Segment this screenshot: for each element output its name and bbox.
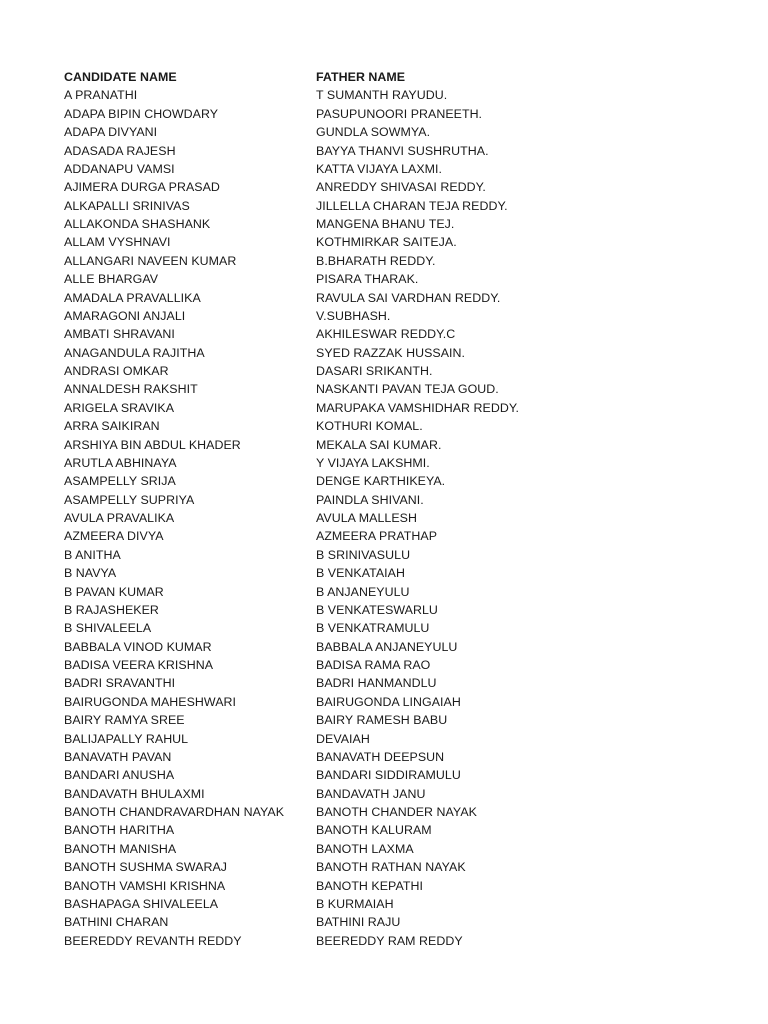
table-row xyxy=(64,546,576,564)
table-row xyxy=(64,583,576,601)
father-name-header: FATHER NAME xyxy=(316,70,406,84)
table-row xyxy=(64,472,576,490)
candidate-name-cell: BAIRY RAMYA SREE xyxy=(64,713,185,728)
table-row xyxy=(64,380,576,398)
candidate-name-cell: BANOTH MANISHA xyxy=(64,841,177,856)
father-name-cell: PAINDLA SHIVANI. xyxy=(316,492,424,507)
father-name-cell: BABBALA ANJANEYULU xyxy=(316,639,458,654)
table-row xyxy=(64,197,576,215)
candidate-name-cell: BADISA VEERA KRISHNA xyxy=(64,658,214,672)
father-name-cell: RAVULA SAI VARDHAN REDDY. xyxy=(316,290,501,305)
candidate-name-cell: ARSHIYA BIN ABDUL KHADER xyxy=(64,437,241,452)
candidate-name-cell: BAIRUGONDA MAHESHWARI xyxy=(64,694,237,709)
father-name-cell: BAIRY RAMESH BABU xyxy=(316,713,448,728)
candidate-name-cell: AMBATI SHRAVANI xyxy=(64,327,175,342)
table-row xyxy=(64,160,576,178)
father-name-cell: B VENKATESWARLU xyxy=(316,602,438,617)
candidate-name-cell: ASAMPELLY SRIJA xyxy=(64,474,176,489)
father-name-cell: SYED RAZZAK HUSSAIN. xyxy=(316,345,466,360)
candidate-name-cell: ADAPA DIVYANI xyxy=(64,125,158,140)
table-row xyxy=(64,123,576,141)
father-name-cell: Y VIJAYA LAKSHMI. xyxy=(316,455,430,470)
table-row xyxy=(64,344,576,362)
table-row xyxy=(64,601,576,619)
table-row xyxy=(64,491,576,509)
table-row xyxy=(64,86,576,104)
father-name-cell: MEKALA SAI KUMAR. xyxy=(316,437,442,452)
father-name-cell: BADRI HANMANDLU xyxy=(316,676,437,691)
table-row xyxy=(64,270,576,288)
candidate-name-cell: BANDARI ANUSHA xyxy=(64,768,175,783)
candidate-name-cell: ALLANGARI NAVEEN KUMAR xyxy=(64,253,237,268)
father-name-cell: AVULA MALLESH xyxy=(316,511,417,525)
father-name-cell: MANGENA BHANU TEJ. xyxy=(316,217,455,231)
father-name-cell: GUNDLA SOWMYA. xyxy=(316,125,431,140)
candidate-name-cell: ALLAM VYSHNAVI xyxy=(64,235,171,250)
table-row xyxy=(64,399,576,417)
candidate-name-cell: AJIMERA DURGA PRASAD xyxy=(64,180,220,195)
father-name-cell: AKHILESWAR REDDY.C xyxy=(316,327,456,342)
candidate-name-cell: BABBALA VINOD KUMAR xyxy=(64,639,212,654)
table-row xyxy=(64,674,576,692)
father-name-cell: BAYYA THANVI SUSHRUTHA. xyxy=(316,143,489,158)
father-name-cell: B VENKATRAMULU xyxy=(316,621,430,636)
candidate-name-header: CANDIDATE NAME xyxy=(64,70,177,84)
table-row xyxy=(64,840,576,858)
candidate-name-cell: AVULA PRAVALIKA xyxy=(64,511,175,525)
father-name-cell: BATHINI RAJU xyxy=(316,915,401,930)
candidate-name-cell: BANOTH VAMSHI KRISHNA xyxy=(64,878,226,893)
father-name-cell: BADISA RAMA RAO xyxy=(316,658,431,672)
father-name-cell: BANDARI SIDDIRAMULU xyxy=(316,768,461,783)
father-name-cell: NASKANTI PAVAN TEJA GOUD. xyxy=(316,382,499,397)
father-name-cell: BEEREDDY RAM REDDY xyxy=(316,933,463,948)
candidate-name-cell: ASAMPELLY SUPRIYA xyxy=(64,492,195,507)
table-row xyxy=(64,766,576,784)
table-row xyxy=(64,215,576,233)
table-row xyxy=(64,436,576,454)
table-row xyxy=(64,821,576,839)
father-name-cell: BANOTH RATHAN NAYAK xyxy=(316,860,466,875)
candidate-name-cell: BANOTH CHANDRAVARDHAN NAYAK xyxy=(64,805,285,819)
father-name-cell: B VENKATAIAH xyxy=(316,566,405,581)
table-row xyxy=(64,289,576,307)
father-name-cell: KATTA VIJAYA LAXMI. xyxy=(316,161,443,176)
father-name-cell: JILLELLA CHARAN TEJA REDDY. xyxy=(316,198,508,213)
candidate-name-cell: BANOTH HARITHA xyxy=(64,823,175,838)
father-name-cell: BANOTH KEPATHI xyxy=(316,878,423,893)
candidate-name-cell: AMADALA PRAVALLIKA xyxy=(64,290,201,305)
father-name-cell: AZMEERA PRATHAP xyxy=(316,529,438,544)
table-header xyxy=(64,68,576,86)
candidate-name-cell: ANDRASI OMKAR xyxy=(64,364,169,378)
father-name-cell: PASUPUNOORI PRANEETH. xyxy=(316,106,483,121)
table-row xyxy=(64,454,576,472)
candidate-name-cell: BALIJAPALLY RAHUL xyxy=(64,731,189,746)
header-row xyxy=(64,68,576,86)
father-name-cell: DASARI SRIKANTH. xyxy=(316,364,433,378)
table-row xyxy=(64,252,576,270)
father-name-cell: BANDAVATH JANU xyxy=(316,786,426,801)
candidate-name-cell: ALLAKONDA SHASHANK xyxy=(64,217,211,231)
candidate-name-cell: ALKAPALLI SRINIVAS xyxy=(64,198,190,213)
candidate-name-cell: BASHAPAGA SHIVALEELA xyxy=(64,896,219,911)
table-row xyxy=(64,105,576,123)
table-row xyxy=(64,233,576,251)
father-name-cell: PISARA THARAK. xyxy=(316,272,419,287)
table-row xyxy=(64,785,576,803)
father-name-cell: MARUPAKA VAMSHIDHAR REDDY. xyxy=(316,400,520,415)
table-body xyxy=(64,86,576,950)
candidate-name-cell: ANAGANDULA RAJITHA xyxy=(64,345,205,360)
table-row xyxy=(64,656,576,674)
candidate-name-cell: ADASADA RAJESH xyxy=(64,143,176,158)
table-row xyxy=(64,307,576,325)
father-name-cell: V.SUBHASH. xyxy=(316,308,391,323)
candidate-name-cell: BANOTH SUSHMA SWARAJ xyxy=(64,860,228,875)
table-row xyxy=(64,362,576,380)
table-row xyxy=(64,748,576,766)
table-row xyxy=(64,564,576,582)
candidate-name-cell: A PRANATHI xyxy=(64,88,138,103)
father-name-cell: BANOTH LAXMA xyxy=(316,841,414,856)
father-name-cell: T SUMANTH RAYUDU. xyxy=(316,88,448,103)
candidate-table xyxy=(64,68,576,950)
father-name-cell: BANOTH CHANDER NAYAK xyxy=(316,805,477,819)
candidate-name-cell: ALLE BHARGAV xyxy=(64,272,159,287)
table-row xyxy=(64,913,576,931)
father-name-cell: B SRINIVASULU xyxy=(316,547,411,562)
table-row xyxy=(64,142,576,160)
candidate-name-cell: BATHINI CHARAN xyxy=(64,915,169,930)
father-name-cell: BANAVATH DEEPSUN xyxy=(316,749,445,764)
candidate-name-cell: ADDANAPU VAMSI xyxy=(64,161,175,176)
table-row xyxy=(64,693,576,711)
father-name-cell: B ANJANEYULU xyxy=(316,584,410,599)
table-row xyxy=(64,178,576,196)
table-row xyxy=(64,877,576,895)
candidate-name-cell: B ANITHA xyxy=(64,547,121,562)
table-row xyxy=(64,730,576,748)
candidate-name-cell: BANAVATH PAVAN xyxy=(64,749,172,764)
table-row xyxy=(64,619,576,637)
table-row xyxy=(64,325,576,343)
candidate-name-cell: BANDAVATH BHULAXMI xyxy=(64,786,205,801)
candidate-name-cell: B NAVYA xyxy=(64,566,117,581)
candidate-name-cell: B RAJASHEKER xyxy=(64,602,159,617)
candidate-name-cell: ARUTLA ABHINAYA xyxy=(64,455,177,470)
candidate-name-cell: BADRI SRAVANTHI xyxy=(64,676,176,691)
candidate-name-cell: B SHIVALEELA xyxy=(64,621,152,636)
table-row xyxy=(64,527,576,545)
father-name-cell: BAIRUGONDA LINGAIAH xyxy=(316,694,461,709)
table-row xyxy=(64,638,576,656)
father-name-cell: DENGE KARTHIKEYA. xyxy=(316,474,446,489)
candidate-name-cell: AMARAGONI ANJALI xyxy=(64,308,186,323)
father-name-cell: DEVAIAH xyxy=(316,731,370,746)
candidate-name-cell: ANNALDESH RAKSHIT xyxy=(64,382,198,397)
table-row xyxy=(64,932,576,950)
father-name-cell: KOTHURI KOMAL. xyxy=(316,419,423,434)
candidate-name-cell: ARIGELA SRAVIKA xyxy=(64,400,175,415)
table-row xyxy=(64,803,576,821)
table-row xyxy=(64,509,576,527)
table-row xyxy=(64,711,576,729)
candidate-name-cell: AZMEERA DIVYA xyxy=(64,529,164,544)
father-name-cell: B KURMAIAH xyxy=(316,896,394,911)
table-row xyxy=(64,858,576,876)
father-name-cell: ANREDDY SHIVASAI REDDY. xyxy=(316,180,486,195)
candidate-name-cell: ADAPA BIPIN CHOWDARY xyxy=(64,106,219,121)
table-row xyxy=(64,895,576,913)
table-row xyxy=(64,417,576,435)
candidate-name-cell: ARRA SAIKIRAN xyxy=(64,419,160,434)
father-name-cell: KOTHMIRKAR SAITEJA. xyxy=(316,235,457,250)
candidate-name-cell: BEEREDDY REVANTH REDDY xyxy=(64,933,242,948)
father-name-cell: BANOTH KALURAM xyxy=(316,823,432,838)
father-name-cell: B.BHARATH REDDY. xyxy=(316,253,436,268)
candidate-name-cell: B PAVAN KUMAR xyxy=(64,584,164,599)
